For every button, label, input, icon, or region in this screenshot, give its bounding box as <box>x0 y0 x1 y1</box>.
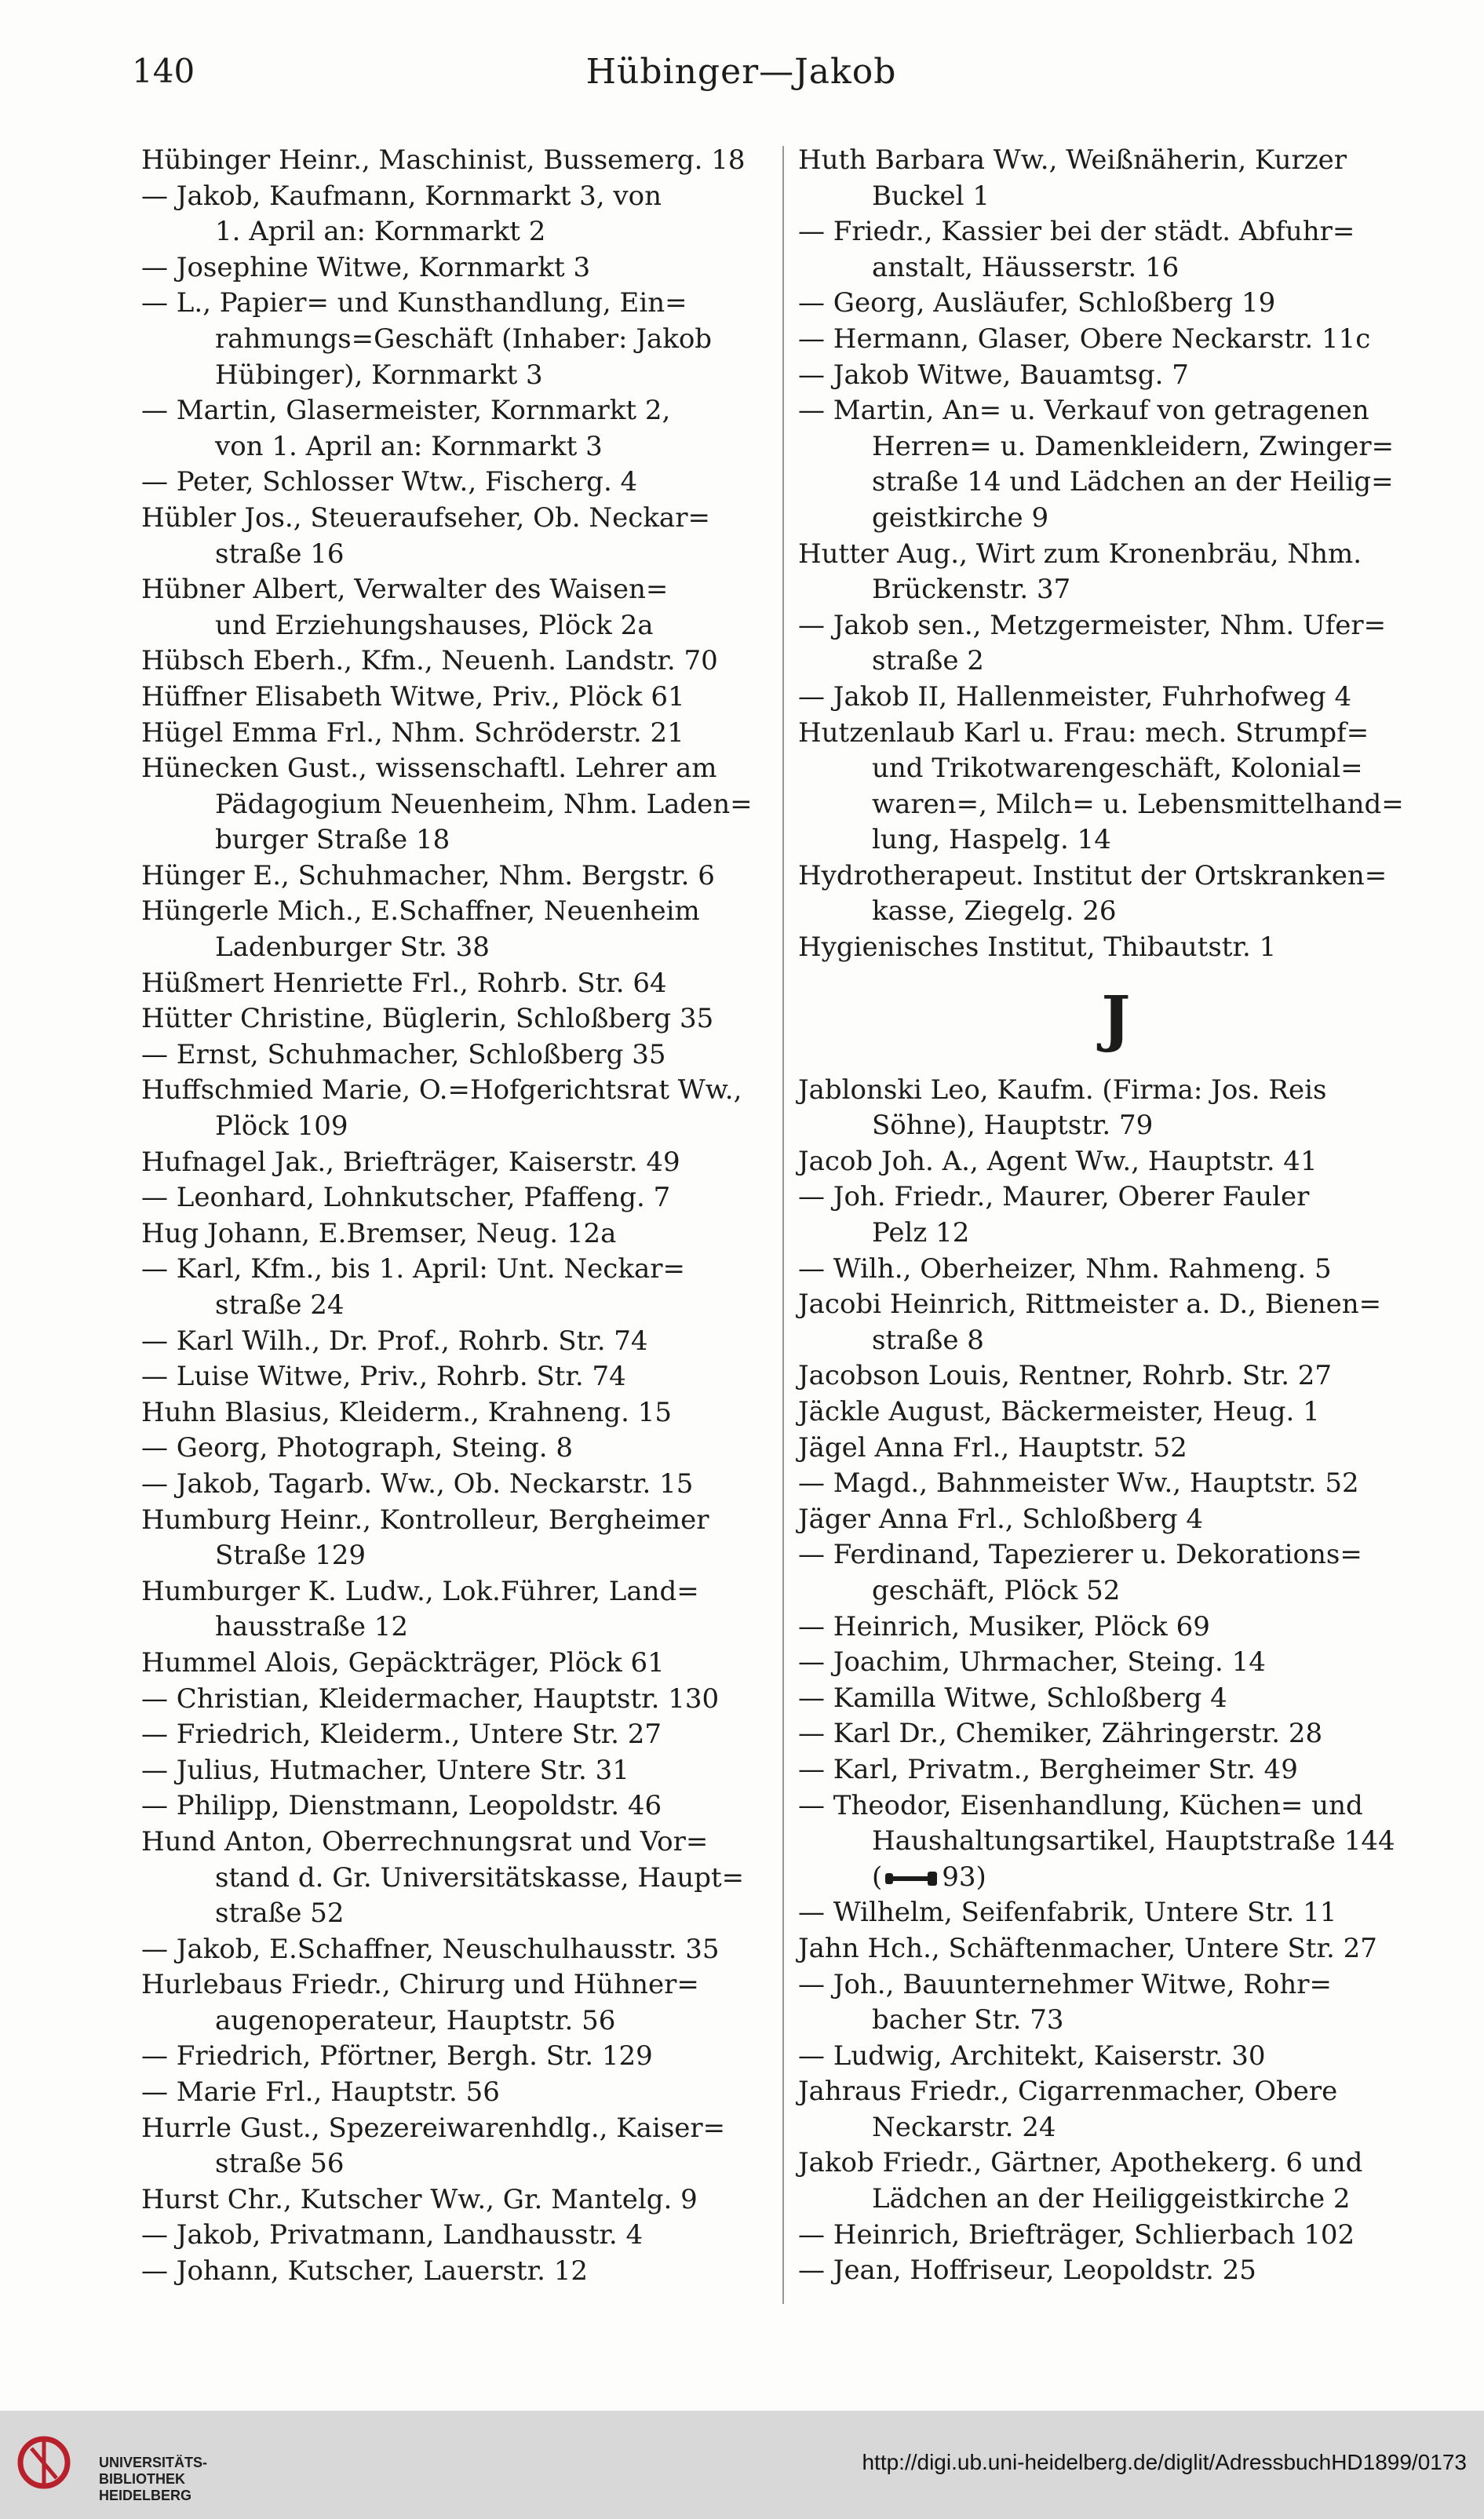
entry-continuation: Ladenburger Str. 38 <box>215 931 490 964</box>
entry-line: — Ernst, Schuhmacher, Schloßberg 35 <box>141 1038 666 1070</box>
entry-line: Hug Johann, E.Bremser, Neug. 12a <box>141 1217 617 1249</box>
entry-continuation: anstalt, Häusserstr. 16 <box>872 251 1180 283</box>
entry-continuation: stand d. Gr. Universitätskasse, Haupt= <box>215 1861 745 1894</box>
entry-continuation: 1. April an: Kornmarkt 2 <box>215 216 546 248</box>
entry-line: — Friedrich, Pförtner, Bergh. Str. 129 <box>141 2040 653 2072</box>
directory-entry <box>141 1037 783 1074</box>
entry-line: — Wilh., Oberheizer, Nhm. Rahmeng. 5 <box>798 1252 1332 1285</box>
entry-line: Hufnagel Jak., Briefträger, Kaiserstr. 49 <box>141 1146 680 1178</box>
entry-line: Hutter Aug., Wirt zum Kronenbräu, Nhm. <box>798 538 1362 570</box>
entry-line: Jakob Friedr., Gärtner, Apothekerg. 6 und <box>798 2147 1363 2179</box>
directory-entry <box>798 358 1434 394</box>
entry-line: — Peter, Schlosser Wtw., Fischerg. 4 <box>141 466 638 498</box>
directory-entry <box>798 1466 1434 1502</box>
directory-entry <box>798 286 1434 322</box>
directory-entry <box>141 1252 783 1323</box>
directory-entry <box>141 1145 783 1181</box>
entry-line: — Jakob, Tagarb. Ww., Ob. Neckarstr. 15 <box>141 1467 694 1500</box>
entry-continuation: straße 2 <box>872 645 984 677</box>
entry-continuation: straße 14 und Lädchen an der Heilig= <box>872 466 1394 498</box>
entry-line: — Heinrich, Musiker, Plöck 69 <box>798 1610 1210 1642</box>
directory-entry <box>798 1681 1434 1717</box>
entry-line: — Karl Dr., Chemiker, Zähringerstr. 28 <box>798 1718 1323 1750</box>
directory-entry <box>141 1180 783 1216</box>
directory-entry <box>798 680 1434 716</box>
entry-line: Hünger E., Schuhmacher, Nhm. Bergstr. 6 <box>141 859 715 891</box>
entry-line: — Jakob, E.Schaffner, Neuschulhausstr. 35 <box>141 1933 720 1965</box>
directory-entry <box>798 2145 1434 2217</box>
directory-entry <box>798 2039 1434 2075</box>
entry-line: — Hermann, Glaser, Obere Neckarstr. 11c <box>798 323 1371 355</box>
entry-line: — Joh., Bauunternehmer Witwe, Rohr= <box>798 1968 1332 2000</box>
directory-entry <box>141 250 783 286</box>
directory-entry <box>141 1503 783 1574</box>
entry-line: Hünecken Gust., wissenschaftl. Lehrer am <box>141 753 717 785</box>
entry-continuation: Haushaltungsartikel, Hauptstraße 144 <box>872 1825 1395 1857</box>
directory-entry <box>141 1574 783 1646</box>
directory-entry <box>798 608 1434 680</box>
entry-continuation: Plöck 109 <box>215 1110 348 1143</box>
entry-line: Hydrotherapeut. Institut der Ortskranken= <box>798 859 1387 891</box>
entry-line: Hurrle Gust., Spezereiwarenhdlg., Kaiser= <box>141 2112 726 2144</box>
entry-line: Jacobson Louis, Rentner, Rohrb. Str. 27 <box>798 1360 1333 1392</box>
directory-entry <box>141 1967 783 2039</box>
right-column-h-entries <box>798 143 1434 966</box>
entry-continuation: bacher Str. 73 <box>872 2004 1064 2036</box>
right-column <box>798 143 1434 2289</box>
directory-entry <box>141 2075 783 2111</box>
directory-entry <box>798 859 1434 930</box>
directory-entry <box>141 2039 783 2075</box>
directory-entry <box>141 1001 783 1037</box>
directory-entry <box>141 966 783 1002</box>
directory-entry <box>141 1431 783 1467</box>
source-url-link[interactable]: http://digi.ub.uni-heidelberg.de/diglit/AdressbuchHD1899/0173 <box>862 2450 1467 2474</box>
entry-line: — Joachim, Uhrmacher, Steing. 14 <box>798 1646 1266 1679</box>
entry-line: Humburg Heinr., Kontrolleur, Bergheimer <box>141 1504 709 1536</box>
telephone-line: ( 93) <box>872 1861 986 1893</box>
entry-line: — Karl Wilh., Dr. Prof., Rohrb. Str. 74 <box>141 1325 648 1357</box>
entry-continuation: straße 52 <box>215 1897 345 1930</box>
directory-entry <box>141 2182 783 2218</box>
entry-continuation: Brückenstr. 37 <box>872 574 1071 606</box>
directory-entry <box>798 2074 1434 2145</box>
entry-line: — Jakob Witwe, Bauamtsg. 7 <box>798 359 1189 391</box>
directory-entry <box>798 1431 1434 1467</box>
entry-line: Hütter Christine, Büglerin, Schloßberg 35 <box>141 1003 714 1035</box>
entry-continuation: straße 24 <box>215 1289 345 1321</box>
entry-continuation: Hübinger), Kornmarkt 3 <box>215 359 543 391</box>
directory-entry <box>141 1717 783 1753</box>
directory-entry <box>798 214 1434 286</box>
directory-entry <box>798 1609 1434 1646</box>
directory-entry <box>141 680 783 716</box>
directory-entry <box>141 143 783 179</box>
entry-line: — Karl, Kfm., bis 1. April: Unt. Neckar= <box>141 1253 685 1285</box>
entry-line: Hübner Albert, Verwalter des Waisen= <box>141 574 669 606</box>
directory-entry <box>141 2254 783 2290</box>
entry-continuation: Lädchen an der Heiliggeistkirche 2 <box>872 2183 1351 2215</box>
directory-entry <box>141 859 783 895</box>
library-logo <box>14 2425 208 2511</box>
directory-entry <box>798 1752 1434 1788</box>
directory-entry <box>141 393 783 465</box>
entry-line: Jahraus Friedr., Cigarrenmacher, Obere <box>798 2076 1338 2108</box>
entry-line: Humburger K. Ludw., Lok.Führer, Land= <box>141 1575 699 1607</box>
entry-line: — Philipp, Dienstmann, Leopoldstr. 46 <box>141 1790 662 1822</box>
entry-continuation: Buckel 1 <box>872 180 990 212</box>
entry-line: Hübler Jos., Steueraufseher, Ob. Neckar= <box>141 501 710 534</box>
entry-continuation: von 1. April an: Kornmarkt 3 <box>215 430 603 462</box>
entry-line: Jacob Joh. A., Agent Ww., Hauptstr. 41 <box>798 1145 1318 1177</box>
directory-entry <box>141 1753 783 1789</box>
entry-continuation: straße 8 <box>872 1324 984 1356</box>
entry-line: — Kamilla Witwe, Schloßberg 4 <box>798 1682 1227 1714</box>
entry-line: — Leonhard, Lohnkutscher, Pfaffeng. 7 <box>141 1182 671 1214</box>
directory-entry <box>141 2218 783 2254</box>
entry-line: Jahn Hch., Schäftenmacher, Untere Str. 27 <box>798 1932 1377 1964</box>
entry-continuation: kasse, Ziegelg. 26 <box>872 895 1117 928</box>
entry-continuation: straße 16 <box>215 538 345 570</box>
directory-entry <box>798 1144 1434 1180</box>
entry-continuation: geistkirche 9 <box>872 501 1049 534</box>
directory-entry <box>798 716 1434 859</box>
entry-line: Hund Anton, Oberrechnungsrat und Vor= <box>141 1825 709 1857</box>
entry-continuation: Straße 129 <box>215 1540 366 1572</box>
entry-continuation: augenoperateur, Hauptstr. 56 <box>215 2004 616 2036</box>
directory-entry <box>798 1252 1434 1288</box>
entry-line: — Jakob, Kaufmann, Kornmarkt 3, von <box>141 180 662 212</box>
right-column-j-entries <box>798 1073 1434 2289</box>
entry-line: — Jean, Hoffriseur, Leopoldstr. 25 <box>798 2255 1256 2287</box>
directory-entry <box>798 1073 1434 1144</box>
directory-entry <box>141 1932 783 1968</box>
directory-entry <box>798 1645 1434 1681</box>
entry-line: — Ludwig, Architekt, Kaiserstr. 30 <box>798 2040 1266 2072</box>
entry-line: — Magd., Bahnmeister Ww., Hauptstr. 52 <box>798 1467 1359 1500</box>
entry-line: Hüngerle Mich., E.Schaffner, Neuenheim <box>141 895 700 928</box>
directory-entry <box>141 465 783 501</box>
entry-line: — Christian, Kleidermacher, Hauptstr. 130 <box>141 1682 720 1715</box>
entry-line: — Martin, Glasermeister, Kornmarkt 2, <box>141 395 671 427</box>
directory-entry <box>141 1359 783 1395</box>
footer-bar <box>0 2411 1484 2519</box>
page-header <box>132 44 1351 99</box>
entry-line: Hurst Chr., Kutscher Ww., Gr. Mantelg. 9 <box>141 2183 698 2215</box>
entry-continuation: waren=, Milch= u. Lebensmittelhand= <box>872 788 1404 820</box>
entry-line: Huhn Blasius, Kleiderm., Krahneng. 15 <box>141 1396 673 1428</box>
directory-entry <box>798 143 1434 214</box>
directory-entry <box>798 1537 1434 1609</box>
entry-line: Hügel Emma Frl., Nhm. Schröderstr. 21 <box>141 716 684 749</box>
entry-line: — L., Papier= und Kunsthandlung, Ein= <box>141 287 687 319</box>
entry-line: — Luise Witwe, Priv., Rohrb. Str. 74 <box>141 1361 626 1393</box>
directory-entry <box>141 572 783 643</box>
entry-line: — Theodor, Eisenhandlung, Küchen= und <box>798 1789 1363 1821</box>
entry-line: Jägel Anna Frl., Hauptstr. 52 <box>798 1431 1187 1464</box>
entry-continuation: lung, Haspelg. 14 <box>872 824 1111 856</box>
directory-entry <box>798 393 1434 536</box>
entry-line: Hüffner Elisabeth Witwe, Priv., Plöck 61 <box>141 680 685 713</box>
directory-entry <box>141 751 783 859</box>
entry-line: — Heinrich, Briefträger, Schlierbach 102 <box>798 2218 1355 2251</box>
entry-line: — Julius, Hutmacher, Untere Str. 31 <box>141 1754 629 1786</box>
entry-line: — Marie Frl., Hauptstr. 56 <box>141 2076 500 2109</box>
entry-line: Hygienisches Institut, Thibautstr. 1 <box>798 931 1277 964</box>
entry-line: — Ferdinand, Tapezierer u. Dekorations= <box>798 1539 1362 1571</box>
entry-line: Huth Barbara Ww., Weißnäherin, Kurzer <box>798 144 1347 176</box>
directory-entry <box>141 286 783 393</box>
entry-line: — Wilhelm, Seifenfabrik, Untere Str. 11 <box>798 1897 1337 1929</box>
entry-continuation: Pelz 12 <box>872 1217 970 1249</box>
directory-entry <box>798 1179 1434 1251</box>
entry-line: — Joh. Friedr., Maurer, Oberer Fauler <box>798 1181 1310 1213</box>
entry-line: Hutzenlaub Karl u. Frau: mech. Strumpf= <box>798 716 1369 749</box>
directory-entry <box>141 894 783 965</box>
directory-entry <box>141 179 783 250</box>
directory-entry <box>798 2218 1434 2254</box>
entry-line: Jäckle August, Bäckermeister, Heug. 1 <box>798 1396 1320 1427</box>
directory-entry <box>141 1825 783 1932</box>
directory-entry <box>798 1895 1434 1931</box>
directory-entry <box>798 1502 1434 1538</box>
section-letter: J <box>1101 982 1131 1055</box>
entry-line: — Jakob, Privatmann, Landhausstr. 4 <box>141 2219 644 2251</box>
entry-line: — Friedr., Kassier bei der städt. Abfuhr= <box>798 216 1355 248</box>
entry-line: — Johann, Kutscher, Lauerstr. 12 <box>141 2255 588 2288</box>
directory-entry <box>141 501 783 572</box>
directory-entry <box>798 1931 1434 1967</box>
heidelberg-logo-icon <box>14 2425 85 2503</box>
directory-entry <box>798 1358 1434 1394</box>
directory-entry <box>141 643 783 680</box>
entry-line: Jacobi Heinrich, Rittmeister a. D., Bienen= <box>798 1289 1382 1321</box>
entry-line: Jäger Anna Frl., Schloßberg 4 <box>798 1503 1204 1535</box>
directory-entry <box>798 930 1434 966</box>
entry-line: — Jakob II, Hallenmeister, Fuhrhofweg 4 <box>798 680 1352 713</box>
entry-line: Hurlebaus Friedr., Chirurg und Hühner= <box>141 1969 699 2001</box>
directory-entry <box>141 1682 783 1718</box>
entry-line: — Josephine Witwe, Kornmarkt 3 <box>141 251 591 283</box>
entry-continuation: Pädagogium Neuenheim, Nhm. Laden= <box>215 788 753 820</box>
directory-entry <box>798 2253 1434 2289</box>
entry-continuation: hausstraße 12 <box>215 1611 409 1643</box>
directory-entry <box>798 1967 1434 2039</box>
directory-entry <box>141 2111 783 2182</box>
directory-entry <box>798 1287 1434 1358</box>
column-divider <box>782 146 784 2304</box>
directory-entry <box>141 1467 783 1503</box>
entry-continuation: rahmungs=Geschäft (Inhaber: Jakob <box>215 323 713 355</box>
entry-line: — Friedrich, Kleiderm., Untere Str. 27 <box>141 1719 662 1751</box>
directory-entry <box>798 1860 1434 1896</box>
entry-line: Huffschmied Marie, O.=Hofgerichtsrat Ww., <box>141 1074 742 1106</box>
entry-continuation: geschäft, Plöck 52 <box>872 1574 1121 1606</box>
entry-line: Jablonski Leo, Kaufm. (Firma: Jos. Reis <box>798 1074 1327 1106</box>
directory-entry <box>798 1788 1434 1860</box>
entry-line: — Georg, Ausläufer, Schloßberg 19 <box>798 287 1276 319</box>
directory-entry <box>798 1716 1434 1752</box>
directory-entry <box>141 1073 783 1144</box>
entry-line: — Jakob sen., Metzgermeister, Nhm. Ufer= <box>798 609 1387 641</box>
entry-line: Hübinger Heinr., Maschinist, Bussemerg. 18 <box>141 144 746 176</box>
entry-line: — Martin, An= u. Verkauf von getragenen <box>798 395 1369 427</box>
directory-entry <box>141 1788 783 1825</box>
entry-line: — Karl, Privatm., Bergheimer Str. 49 <box>798 1753 1298 1785</box>
entry-line: Hüßmert Henriette Frl., Rohrb. Str. 64 <box>141 967 667 999</box>
entry-continuation: straße 56 <box>215 2148 345 2180</box>
entry-line: Hummel Alois, Gepäckträger, Plöck 61 <box>141 1646 665 1679</box>
entry-continuation: Herren= u. Damenkleidern, Zwinger= <box>872 430 1395 462</box>
entry-line: Hübsch Eberh., Kfm., Neuenh. Landstr. 70 <box>141 645 718 677</box>
entry-continuation: Neckarstr. 24 <box>872 2111 1056 2143</box>
directory-entry <box>141 1324 783 1360</box>
entry-continuation: burger Straße 18 <box>215 824 450 856</box>
entry-continuation: Söhne), Hauptstr. 79 <box>872 1110 1154 1142</box>
entry-continuation: und Erziehungshauses, Plöck 2a <box>215 609 654 641</box>
telephone-icon <box>882 1868 942 1889</box>
library-name: UNIVERSITÄTS- BIBLIOTHEK HEIDELBERG <box>99 2455 208 2503</box>
directory-entry <box>141 1216 783 1252</box>
page-number: 140 <box>132 52 195 90</box>
directory-entry <box>798 322 1434 358</box>
directory-entry <box>141 1395 783 1431</box>
directory-entry <box>141 1646 783 1682</box>
directory-entry <box>141 716 783 752</box>
directory-entry <box>798 537 1434 608</box>
left-column <box>141 143 783 2290</box>
entry-line: — Georg, Photograph, Steing. 8 <box>141 1432 573 1464</box>
page-title: Hübinger—Jakob <box>585 52 897 92</box>
directory-entry <box>798 1394 1434 1431</box>
entry-continuation: und Trikotwarengeschäft, Kolonial= <box>872 753 1363 785</box>
